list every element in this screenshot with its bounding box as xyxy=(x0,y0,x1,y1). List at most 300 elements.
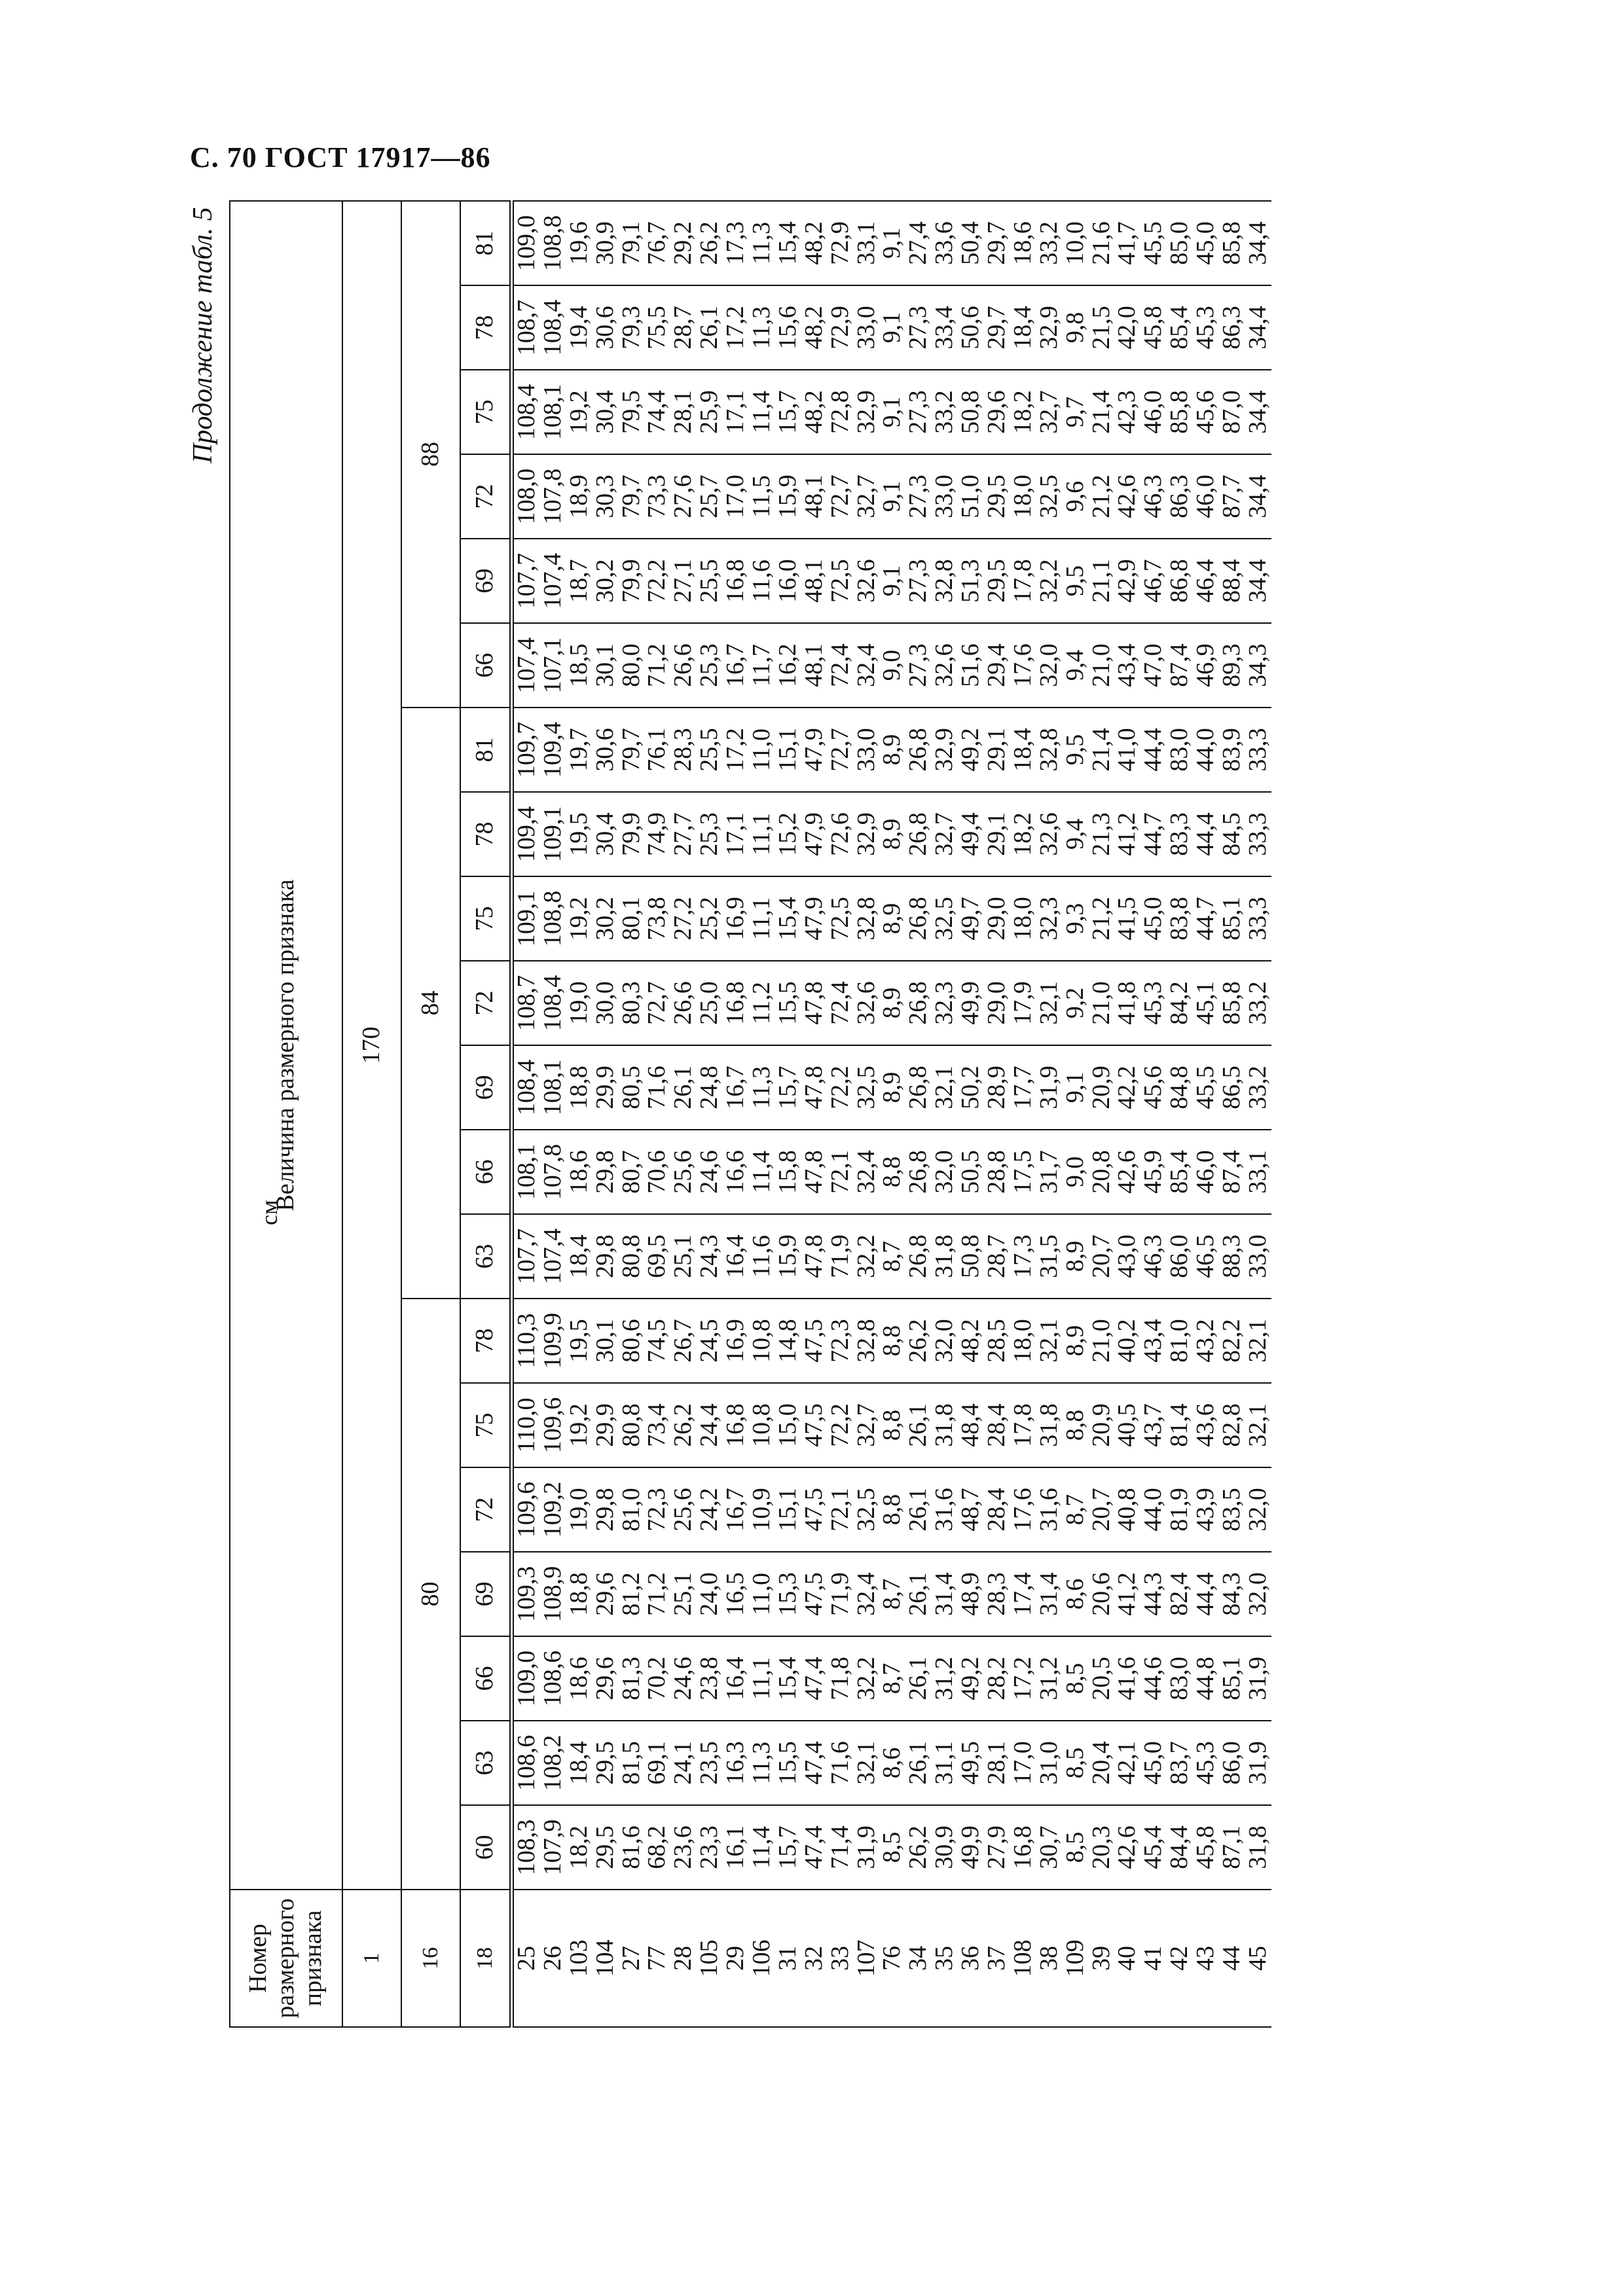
table-cell: 46,9 xyxy=(1193,623,1219,708)
row-number-cell: 34 xyxy=(905,1890,932,2027)
table-cell: 9,5 xyxy=(1063,539,1089,623)
continuation-label: Продолжение табл. 5 xyxy=(188,207,218,463)
table-row xyxy=(723,201,749,2027)
table-cell: 47,8 xyxy=(801,1214,828,1299)
table-cell: 29,1 xyxy=(984,792,1010,876)
table-cell: 25,0 xyxy=(697,961,723,1045)
table-cell: 32,8 xyxy=(854,1299,880,1383)
table-cell: 32,1 xyxy=(1036,961,1063,1045)
table-cell: 48,9 xyxy=(958,1552,984,1636)
table-cell: 33,1 xyxy=(854,201,880,285)
table-row xyxy=(697,201,723,2027)
table-cell: 11,4 xyxy=(749,1805,775,1890)
table-cell: 79,5 xyxy=(619,370,645,454)
table-cell: 8,5 xyxy=(1063,1636,1089,1721)
table-cell: 31,8 xyxy=(932,1214,958,1299)
table-cell: 41,2 xyxy=(1114,792,1140,876)
header-cell: 75 xyxy=(460,370,512,454)
table-cell: 68,2 xyxy=(644,1805,670,1890)
table-cell: 43,4 xyxy=(1114,623,1140,708)
table-cell: 26,1 xyxy=(905,1721,932,1805)
table-cell: 79,9 xyxy=(619,792,645,876)
table-cell: 16,7 xyxy=(723,623,749,708)
table-cell: 31,9 xyxy=(1245,1721,1271,1805)
table-cell: 11,1 xyxy=(749,876,775,961)
table-cell: 21,3 xyxy=(1089,792,1115,876)
header-cell: 66 xyxy=(460,1130,512,1214)
table-cell: 48,4 xyxy=(958,1383,984,1467)
table-cell: 16,8 xyxy=(723,539,749,623)
table-cell: 30,3 xyxy=(593,454,619,539)
row-number-cell: 104 xyxy=(593,1890,619,2027)
table-cell: 15,9 xyxy=(775,454,801,539)
table-cell: 31,2 xyxy=(1036,1636,1063,1721)
table-cell: 11,1 xyxy=(749,1636,775,1721)
table-cell: 45,3 xyxy=(1193,1721,1219,1805)
header-row xyxy=(460,201,512,2027)
table-cell: 47,5 xyxy=(801,1299,828,1383)
table-cell: 45,8 xyxy=(1193,1805,1219,1890)
table-cell: 26,1 xyxy=(905,1552,932,1636)
table-cell: 32,6 xyxy=(854,539,880,623)
table-cell: 27,4 xyxy=(905,201,932,285)
table-cell: 32,0 xyxy=(1036,623,1063,708)
table-cell: 21,0 xyxy=(1089,1299,1115,1383)
table-cell: 71,4 xyxy=(828,1805,854,1890)
table-cell: 16,5 xyxy=(723,1552,749,1636)
table-cell: 18,7 xyxy=(566,539,593,623)
table-cell: 27,9 xyxy=(984,1805,1010,1890)
table-cell: 83,3 xyxy=(1167,792,1193,876)
table-cell: 17,2 xyxy=(1010,1636,1036,1721)
table-cell: 14,8 xyxy=(775,1299,801,1383)
table-cell: 108,1 xyxy=(540,1045,566,1130)
table-cell: 29,6 xyxy=(984,370,1010,454)
table-cell: 87,4 xyxy=(1167,623,1193,708)
table-row xyxy=(879,201,905,2027)
table-cell: 30,1 xyxy=(593,623,619,708)
table-cell: 18,0 xyxy=(1010,1299,1036,1383)
table-cell: 107,7 xyxy=(512,1214,540,1299)
table-cell: 50,8 xyxy=(958,370,984,454)
table-cell: 71,9 xyxy=(828,1552,854,1636)
table-cell: 85,8 xyxy=(1167,370,1193,454)
table-cell: 108,7 xyxy=(512,961,540,1045)
table-cell: 8,5 xyxy=(879,1805,905,1890)
table-cell: 44,4 xyxy=(1193,1552,1219,1636)
table-cell: 43,7 xyxy=(1140,1383,1167,1467)
table-cell: 87,4 xyxy=(1219,1130,1245,1214)
table-cell: 45,4 xyxy=(1140,1805,1167,1890)
table-cell: 107,7 xyxy=(512,539,540,623)
header-cell: 69 xyxy=(460,1552,512,1636)
table-cell: 9,4 xyxy=(1063,623,1089,708)
table-cell: 109,3 xyxy=(512,1552,540,1636)
table-cell: 16,4 xyxy=(723,1214,749,1299)
table-cell: 9,6 xyxy=(1063,454,1089,539)
table-cell: 24,4 xyxy=(697,1383,723,1467)
table-cell: 109,6 xyxy=(540,1383,566,1467)
table-cell: 15,9 xyxy=(775,1214,801,1299)
table-cell: 18,0 xyxy=(1010,454,1036,539)
table-cell: 42,6 xyxy=(1114,1805,1140,1890)
table-cell: 45,6 xyxy=(1193,370,1219,454)
table-cell: 25,7 xyxy=(697,454,723,539)
table-cell: 33,3 xyxy=(1245,876,1271,961)
table-cell: 79,3 xyxy=(619,285,645,370)
row-number-cell: 43 xyxy=(1193,1890,1219,2027)
table-row xyxy=(619,201,645,2027)
table-cell: 8,5 xyxy=(1063,1805,1089,1890)
table-cell: 71,6 xyxy=(644,1045,670,1130)
table-cell: 26,2 xyxy=(905,1299,932,1383)
table-cell: 19,6 xyxy=(566,201,593,285)
table-cell: 107,4 xyxy=(540,1214,566,1299)
table-cell: 70,6 xyxy=(644,1130,670,1214)
table-cell: 27,3 xyxy=(905,454,932,539)
table-cell: 9,7 xyxy=(1063,370,1089,454)
data-table xyxy=(229,200,1271,2028)
table-cell: 33,3 xyxy=(1245,792,1271,876)
table-cell: 24,1 xyxy=(670,1721,697,1805)
table-cell: 20,8 xyxy=(1089,1130,1115,1214)
row-number-cell: 31 xyxy=(775,1890,801,2027)
table-cell: 49,9 xyxy=(958,961,984,1045)
table-cell: 72,1 xyxy=(828,1467,854,1552)
table-cell: 43,4 xyxy=(1140,1299,1167,1383)
table-cell: 108,2 xyxy=(540,1721,566,1805)
table-cell: 108,4 xyxy=(540,285,566,370)
table-cell: 17,0 xyxy=(723,454,749,539)
table-cell: 9,1 xyxy=(1063,1045,1089,1130)
table-cell: 16,9 xyxy=(723,876,749,961)
table-cell: 107,8 xyxy=(540,1130,566,1214)
table-cell: 30,2 xyxy=(593,876,619,961)
table-cell: 15,7 xyxy=(775,1045,801,1130)
table-cell: 110,0 xyxy=(512,1383,540,1467)
table-cell: 30,1 xyxy=(593,1299,619,1383)
table-cell: 47,4 xyxy=(801,1636,828,1721)
table-cell: 71,9 xyxy=(828,1214,854,1299)
table-cell: 29,2 xyxy=(670,201,697,285)
table-cell: 44,0 xyxy=(1140,1467,1167,1552)
table-cell: 32,0 xyxy=(1245,1467,1271,1552)
table-cell: 26,7 xyxy=(670,1299,697,1383)
table-cell: 69,5 xyxy=(644,1214,670,1299)
table-cell: 31,4 xyxy=(932,1552,958,1636)
table-cell: 33,1 xyxy=(1245,1130,1271,1214)
header-cell: 72 xyxy=(460,454,512,539)
table-cell: 42,2 xyxy=(1114,1045,1140,1130)
table-cell: 32,9 xyxy=(1036,285,1063,370)
table-cell: 26,8 xyxy=(905,961,932,1045)
table-cell: 85,8 xyxy=(1219,961,1245,1045)
table-cell: 8,7 xyxy=(879,1636,905,1721)
table-cell: 79,9 xyxy=(619,539,645,623)
table-cell: 48,2 xyxy=(801,201,828,285)
table-cell: 32,9 xyxy=(932,708,958,792)
table-cell: 31,9 xyxy=(1245,1636,1271,1721)
table-cell: 69,1 xyxy=(644,1721,670,1805)
table-cell: 51,6 xyxy=(958,623,984,708)
table-cell: 108,8 xyxy=(540,201,566,285)
table-cell: 16,7 xyxy=(723,1045,749,1130)
table-cell: 32,8 xyxy=(854,876,880,961)
table-cell: 15,1 xyxy=(775,1467,801,1552)
table-cell: 33,6 xyxy=(932,201,958,285)
table-cell: 32,0 xyxy=(1245,1552,1271,1636)
header-row-value xyxy=(230,201,342,2027)
table-cell: 47,8 xyxy=(801,1045,828,1130)
table-cell: 9,1 xyxy=(879,454,905,539)
table-cell: 43,9 xyxy=(1193,1467,1219,1552)
table-cell: 8,9 xyxy=(1063,1214,1089,1299)
table-cell: 76,7 xyxy=(644,201,670,285)
table-cell: 30,7 xyxy=(1036,1805,1063,1890)
table-cell: 15,7 xyxy=(775,1805,801,1890)
table-cell: 32,1 xyxy=(1036,1299,1063,1383)
table-cell: 40,5 xyxy=(1114,1383,1140,1467)
table-cell: 30,9 xyxy=(593,201,619,285)
table-cell: 31,1 xyxy=(932,1721,958,1805)
table-cell: 26,8 xyxy=(905,1214,932,1299)
table-cell: 21,2 xyxy=(1089,876,1115,961)
table-cell: 89,3 xyxy=(1219,623,1245,708)
table-cell: 86,5 xyxy=(1219,1045,1245,1130)
table-row xyxy=(932,201,958,2027)
table-cell: 26,6 xyxy=(670,961,697,1045)
table-cell: 32,5 xyxy=(1036,454,1063,539)
table-cell: 24,3 xyxy=(697,1214,723,1299)
table-cell: 17,9 xyxy=(1010,961,1036,1045)
table-cell: 25,2 xyxy=(697,876,723,961)
table-cell: 30,6 xyxy=(593,708,619,792)
table-cell: 109,7 xyxy=(512,708,540,792)
table-cell: 28,7 xyxy=(670,285,697,370)
table-cell: 15,2 xyxy=(775,792,801,876)
table-cell: 9,0 xyxy=(1063,1130,1089,1214)
table-cell: 46,3 xyxy=(1140,454,1167,539)
table-cell: 32,7 xyxy=(1036,370,1063,454)
table-cell: 87,7 xyxy=(1219,454,1245,539)
table-cell: 109,0 xyxy=(512,201,540,285)
table-cell: 43,0 xyxy=(1114,1214,1140,1299)
table-cell: 47,4 xyxy=(801,1805,828,1890)
table-cell: 33,0 xyxy=(1245,1214,1271,1299)
table-cell: 84,5 xyxy=(1219,792,1245,876)
row-number-cell: 106 xyxy=(749,1890,775,2027)
table-cell: 84,8 xyxy=(1167,1045,1193,1130)
table-cell: 49,2 xyxy=(958,708,984,792)
row-number-cell: 40 xyxy=(1114,1890,1140,2027)
table-cell: 31,6 xyxy=(932,1467,958,1552)
table-cell: 107,8 xyxy=(540,454,566,539)
table-cell: 33,0 xyxy=(932,454,958,539)
table-cell: 108,4 xyxy=(512,370,540,454)
header-row-label: 16 xyxy=(401,1890,460,2027)
table-cell: 80,0 xyxy=(619,623,645,708)
table-cell: 11,3 xyxy=(749,1045,775,1130)
table-cell: 25,3 xyxy=(697,623,723,708)
table-cell: 17,3 xyxy=(1010,1214,1036,1299)
table-cell: 44,4 xyxy=(1140,708,1167,792)
table-cell: 29,8 xyxy=(593,1214,619,1299)
table-cell: 17,7 xyxy=(1010,1045,1036,1130)
table-cell: 18,4 xyxy=(566,1721,593,1805)
table-cell: 76,1 xyxy=(644,708,670,792)
table-cell: 43,6 xyxy=(1193,1383,1219,1467)
table-cell: 108,8 xyxy=(540,876,566,961)
unit-label: см xyxy=(256,1200,282,1225)
table-cell: 110,3 xyxy=(512,1299,540,1383)
header-cell: 72 xyxy=(460,961,512,1045)
table-cell: 17,6 xyxy=(1010,1467,1036,1552)
table-cell: 16,8 xyxy=(723,961,749,1045)
table-cell: 11,3 xyxy=(749,201,775,285)
table-cell: 8,9 xyxy=(879,708,905,792)
table-row xyxy=(1140,201,1167,2027)
table-cell: 19,2 xyxy=(566,1383,593,1467)
table-cell: 20,9 xyxy=(1089,1045,1115,1130)
table-cell: 16,8 xyxy=(1010,1805,1036,1890)
table-cell: 26,8 xyxy=(905,1130,932,1214)
header-row xyxy=(342,201,401,2027)
table-cell: 18,6 xyxy=(566,1636,593,1721)
table-cell: 72,4 xyxy=(828,623,854,708)
table-cell: 26,8 xyxy=(905,1045,932,1130)
table-row xyxy=(644,201,670,2027)
table-cell: 29,6 xyxy=(593,1636,619,1721)
table-cell: 9,3 xyxy=(1063,876,1089,961)
table-cell: 11,6 xyxy=(749,539,775,623)
table-row xyxy=(566,201,593,2027)
table-cell: 31,2 xyxy=(932,1636,958,1721)
table-cell: 47,5 xyxy=(801,1467,828,1552)
table-cell: 41,5 xyxy=(1114,876,1140,961)
table-cell: 72,6 xyxy=(828,792,854,876)
table-cell: 41,8 xyxy=(1114,961,1140,1045)
table-cell: 27,3 xyxy=(905,623,932,708)
table-cell: 32,8 xyxy=(932,539,958,623)
table-cell: 25,9 xyxy=(697,370,723,454)
header-cell: 72 xyxy=(460,1467,512,1552)
table-cell: 48,2 xyxy=(801,285,828,370)
table-cell: 44,3 xyxy=(1140,1552,1167,1636)
table-row xyxy=(801,201,828,2027)
table-cell: 45,1 xyxy=(1193,961,1219,1045)
table-cell: 74,4 xyxy=(644,370,670,454)
table-cell: 80,7 xyxy=(619,1130,645,1214)
table-cell: 88,4 xyxy=(1219,539,1245,623)
table-cell: 8,7 xyxy=(879,1214,905,1299)
table-cell: 27,3 xyxy=(905,285,932,370)
header-cell: 63 xyxy=(460,1721,512,1805)
table-cell: 71,2 xyxy=(644,1552,670,1636)
table-cell: 108,3 xyxy=(512,1805,540,1890)
table-cell: 74,5 xyxy=(644,1299,670,1383)
table-cell: 28,7 xyxy=(984,1214,1010,1299)
table-cell: 81,0 xyxy=(1167,1299,1193,1383)
table-cell: 30,0 xyxy=(593,961,619,1045)
table-cell: 83,5 xyxy=(1219,1467,1245,1552)
table-cell: 27,3 xyxy=(905,539,932,623)
table-cell: 11,1 xyxy=(749,792,775,876)
header-row-label: 18 xyxy=(460,1890,512,2027)
table-cell: 107,4 xyxy=(512,623,540,708)
table-cell: 15,5 xyxy=(775,961,801,1045)
row-number-cell: 108 xyxy=(1010,1890,1036,2027)
table-cell: 33,2 xyxy=(1245,1045,1271,1130)
table-cell: 15,5 xyxy=(775,1721,801,1805)
table-cell: 19,7 xyxy=(566,708,593,792)
table-cell: 44,4 xyxy=(1193,792,1219,876)
table-cell: 81,4 xyxy=(1167,1383,1193,1467)
table-row xyxy=(540,201,566,2027)
row-number-cell: 105 xyxy=(697,1890,723,2027)
table-cell: 72,2 xyxy=(644,539,670,623)
table-cell: 23,3 xyxy=(697,1805,723,1890)
table-cell: 18,6 xyxy=(566,1130,593,1214)
table-cell: 16,6 xyxy=(723,1130,749,1214)
table-cell: 19,2 xyxy=(566,370,593,454)
table-cell: 81,5 xyxy=(619,1721,645,1805)
table-cell: 11,3 xyxy=(749,285,775,370)
header-cell: 78 xyxy=(460,285,512,370)
value-group-label: Величина размерного признака xyxy=(230,201,342,1890)
row-number-cell: 107 xyxy=(854,1890,880,2027)
table-cell: 20,5 xyxy=(1089,1636,1115,1721)
table-cell: 27,2 xyxy=(670,876,697,961)
table-cell: 8,8 xyxy=(879,1299,905,1383)
table-cell: 109,1 xyxy=(540,792,566,876)
table-cell: 83,9 xyxy=(1219,708,1245,792)
header-cell: 88 xyxy=(401,201,460,708)
table-cell: 45,6 xyxy=(1140,1045,1167,1130)
table-cell: 29,5 xyxy=(593,1805,619,1890)
table-cell: 79,7 xyxy=(619,454,645,539)
table-row xyxy=(512,201,540,2027)
table-cell: 81,2 xyxy=(619,1552,645,1636)
header-cell: 60 xyxy=(460,1805,512,1890)
table-row xyxy=(775,201,801,2027)
table-cell: 32,1 xyxy=(854,1721,880,1805)
table-cell: 34,4 xyxy=(1245,454,1271,539)
table-cell: 21,6 xyxy=(1089,201,1115,285)
header-cell: 81 xyxy=(460,708,512,792)
table-cell: 33,3 xyxy=(1245,708,1271,792)
table-cell: 28,9 xyxy=(984,1045,1010,1130)
table-cell: 29,5 xyxy=(984,454,1010,539)
table-cell: 8,6 xyxy=(879,1721,905,1805)
table-cell: 19,4 xyxy=(566,285,593,370)
table-cell: 33,2 xyxy=(1036,201,1063,285)
table-cell: 11,3 xyxy=(749,1721,775,1805)
table-cell: 109,4 xyxy=(512,792,540,876)
table-cell: 31,8 xyxy=(1036,1383,1063,1467)
table-cell: 87,0 xyxy=(1219,370,1245,454)
table-cell: 8,9 xyxy=(879,792,905,876)
table-cell: 30,6 xyxy=(593,285,619,370)
table-cell: 45,3 xyxy=(1193,285,1219,370)
header-cell: 84 xyxy=(401,708,460,1299)
table-cell: 43,2 xyxy=(1193,1299,1219,1383)
table-cell: 17,2 xyxy=(723,708,749,792)
table-cell: 29,8 xyxy=(593,1467,619,1552)
table-cell: 109,0 xyxy=(512,1636,540,1721)
table-cell: 72,2 xyxy=(828,1045,854,1130)
table-cell: 15,4 xyxy=(775,876,801,961)
table-cell: 9,5 xyxy=(1063,708,1089,792)
